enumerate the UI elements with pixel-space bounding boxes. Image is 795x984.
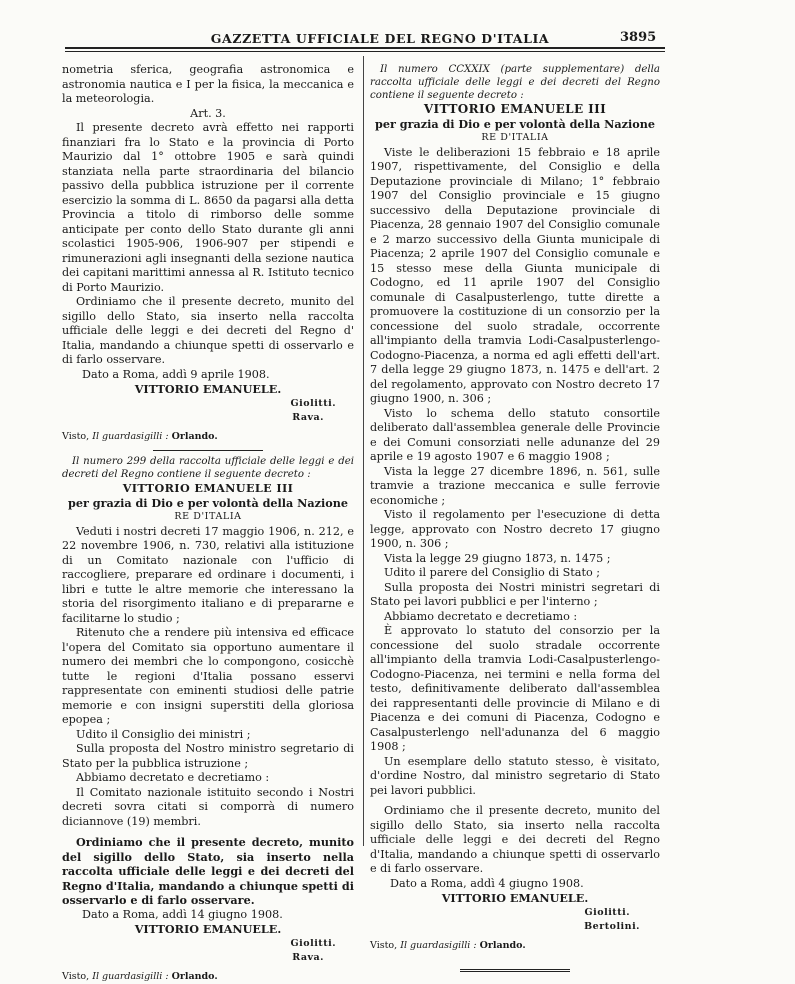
date-line-1: Dato a Roma, addì 9 aprile 1908. [62, 368, 354, 383]
signature-giolitti-1: Giolitti. [62, 397, 354, 412]
order-paragraph-2: Ordiniamo che il presente decreto, munito del sigillo dello Stato, sia inserto nella raccolta ufficiale delle leggi e dei decreti del Regno d'Italia, mandando a chiunque spetti di osservarlo e di farlo osservare. [62, 835, 354, 908]
vista-legge-1873: Vista la legge 29 giugno 1873, n. 1475 ; [370, 552, 660, 567]
king-title: VITTORIO EMANUELE III [62, 481, 354, 496]
ritenuto-paragraph: Ritenuto che a rendere più intensiva ed efficace l'opera del Comitato sia opportuno aumentare il numero dei membri che lo compongono, cosicchè tutte le regioni d'Italia possano esservi rappresentate con eminenti studiosi delle patrie memorie e con insigni superstiti della gloriosa epopea ; [62, 626, 354, 728]
order-paragraph-1: Ordiniamo che il presente decreto, munito del sigillo dello Stato, sia inserto nella raccolta ufficiale delle leggi e dei decreti del Regno d' Italia, mandando a chiunque spetti di osservarlo e di farlo osservare. [62, 295, 354, 368]
udito-parere: Udito il parere del Consiglio di Stato ; [370, 566, 660, 581]
re-ditalia: RE D'ITALIA [370, 131, 660, 146]
order-paragraph: Ordiniamo che il presente decreto, munito del sigillo dello Stato, sia inserto nella raccolta ufficiale delle leggi e dei decreti del Regno d'Italia, mandando a chiunque spetti di osservarlo e di farlo osservare. [370, 804, 660, 877]
visto-regolamento-paragraph: Visto il regolamento per l'esecuzione di detta legge, approvato con Nostro decreto 17 giugno 1900, n. 306 ; [370, 508, 660, 552]
page-header [0, 0, 795, 46]
sulla-proposta-paragraph: Sulla proposta dei Nostri ministri segretari di Stato pei lavori pubblici e per l'interno ; [370, 581, 660, 610]
page-number: 3895 [620, 30, 656, 45]
decree-intro-299: Il numero 299 della raccolta ufficiale delle leggi e dei decreti del Regno contiene il seguente decreto : [62, 455, 354, 481]
grace-line: per grazia di Dio e per volontà della Nazione [370, 117, 660, 132]
signature-giolitti-2: Giolitti. [62, 937, 354, 952]
visto-schema-paragraph: Visto lo schema dello statuto consortile deliberato dall'assemblea generale delle Provincie e dei Comuni consorziati nelle adunanze del 29 aprile e 19 agosto 1907 e 6 maggio 1908 ; [370, 407, 660, 465]
udito-paragraph: Udito il Consiglio dei ministri ; [62, 728, 354, 743]
king-signature: VITTORIO EMANUELE. [370, 891, 660, 906]
esemplare-paragraph: Un esemplare dello statuto stesso, è visitato, d'ordine Nostro, dal ministro segretario di Stato pei lavori pubblici. [370, 755, 660, 799]
viste-paragraph: Viste le deliberazioni 15 febbraio e 18 aprile 1907, rispettivamente, del Consiglio e della Deputazione provinciale di Milano; 1° febbraio 1907 del Consiglio provinciale e 15 giugno successivo della Deputazione provinciale di Piacenza, 28 gennaio 1907 del Consiglio comunale e 2 marzo successivo della Giunta municipale di Piacenza; 2 aprile 1907 del Consiglio comunale e 15 stesso mese della Giunta municipale di Codogno, ed 11 aprile 1907 del Consiglio comunale di Casalpusterlengo, tutte dirette a promuovere la costituzione di un consorzio per la concessione del suolo stradale, occorrente all'impianto della tramvia Lodi-Casalpusterlengo-Codogno-Piacenza, a norma ed agli effetti dell'art. 7 della legge 29 giugno 1873, n. 1475 e dell'art. 2 del regolamento, approvato con Nostro decreto 17 giugno 1900, n. 306 ; [370, 146, 660, 407]
king-title: VITTORIO EMANUELE III [370, 102, 660, 117]
date-line-2: Dato a Roma, addì 14 giugno 1908. [62, 908, 354, 923]
sulla-proposta-paragraph: Sulla proposta del Nostro ministro segretario di Stato per la pubblica istruzione ; [62, 742, 354, 771]
grace-line: per grazia di Dio e per volontà della Nazione [62, 496, 354, 511]
signature-rava-2: Rava. [62, 951, 354, 966]
header-rule-thin [65, 51, 665, 52]
signature-bertolini: Bertolini. [370, 920, 660, 935]
continued-text: nometria sferica, geografia astronomica e astronomia nautica e I per la fisica, la meccanica e la meteorologia. [62, 63, 354, 107]
king-signature-1: VITTORIO EMANUELE. [62, 382, 354, 397]
signature-giolitti: Giolitti. [370, 906, 660, 921]
date-line: Dato a Roma, addì 4 giugno 1908. [370, 877, 660, 892]
column-divider [363, 56, 364, 846]
veduti-paragraph: Veduti i nostri decreti 17 maggio 1906, n. 212, e 22 novembre 1906, n. 730, relativi alla istituzione di un Comitato nazionale con l'ufficio di raccogliere, preparare ed ordinare i documenti, i libri e tutte le altre memorie che interessano la storia del risorgimento italiano e di prepararne e facilitarne lo studio ; [62, 525, 354, 627]
right-column [370, 63, 660, 972]
decree-intro-ccxxix: Il numero CCXXIX (parte supplementare) della raccolta ufficiale delle leggi e dei decreti del Regno contiene il seguente decreto : [370, 63, 660, 102]
abbiamo-decretato: Abbiamo decretato e decretiamo : [62, 771, 354, 786]
ornamental-rule [460, 969, 570, 972]
visto-line-1: Visto, Il guardasigilli : Orlando. [62, 430, 354, 445]
header-rule [65, 47, 665, 49]
visto-line-2: Visto, Il guardasigilli : Orlando. [62, 970, 354, 984]
signature-rava-1: Rava. [62, 411, 354, 426]
comitato-paragraph: Il Comitato nazionale istituito secondo i Nostri decreti sovra citati si comporrà di numero diciannove (19) membri. [62, 786, 354, 830]
abbiamo-decretato: Abbiamo decretato e decretiamo : [370, 610, 660, 625]
king-signature-2: VITTORIO EMANUELE. [62, 922, 354, 937]
article-heading: Art. 3. [62, 107, 354, 122]
left-column [62, 63, 354, 984]
vista-legge-paragraph: Vista la legge 27 dicembre 1896, n. 561, sulle tramvie a trazione meccanica e sulle ferrovie economiche ; [370, 465, 660, 509]
article-3-text: Il presente decreto avrà effetto nei rapporti finanziari fra lo Stato e la provincia di Porto Maurizio dal 1° ottobre 1905 e sarà quindi stanziata nella parte straordinaria del bilancio passivo della pubblica istruzione per il corrente esercizio la somma di L. 8650 da pagarsi alla detta Provincia a titolo di rimborso delle somme anticipate per conto dello Stato durante gli anni scolastici 1905-906, 1906-907 per stipendi e rimunerazioni agli insegnanti della sezione nautica dei capitani marittimi annessa al R. Istituto tecnico di Porto Maurizio. [62, 121, 354, 295]
approvato-paragraph: È approvato lo statuto del consorzio per la concessione del suolo stradale occorrente all'impianto della tramvia Lodi-Casalpusterlengo-Codogno-Piacenza, nei termini e nella forma del testo, definitivamente deliberato dall'assemblea dei rappresentanti delle provincie di Milano e di Piacenza e dei comuni di Piacenza, Codogno e Casalpusterlengo nell'adunanza del 6 maggio 1908 ; [370, 624, 660, 755]
section-divider [153, 450, 263, 451]
visto-line: Visto, Il guardasigilli : Orlando. [370, 939, 660, 954]
re-ditalia: RE D'ITALIA [62, 510, 354, 525]
gazette-title: GAZZETTA UFFICIALE DEL REGNO D'ITALIA [205, 31, 555, 46]
